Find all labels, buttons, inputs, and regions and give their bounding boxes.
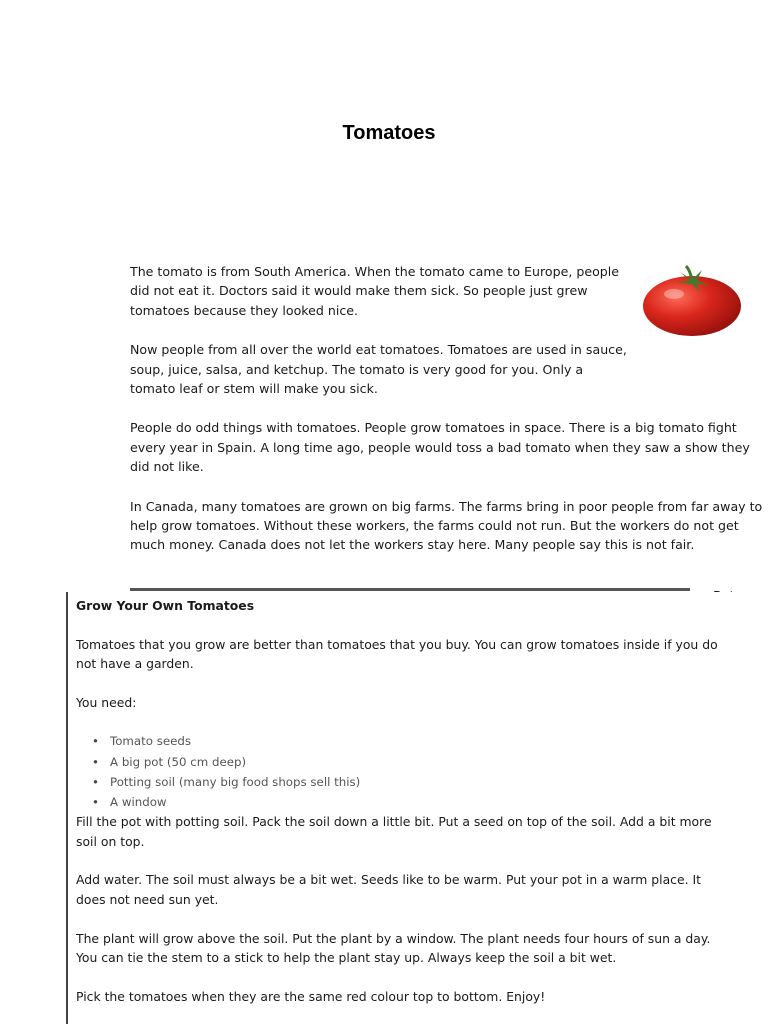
article-paragraph-4: In Canada, many tomatoes are grown on big farms. The farms bring in poor people from far away to help grow tomatoes. Without these workers, the farms could not run. But the workers do not get much money. Canada does not let the workers stay here. Many people say this is not fair. [130,498,763,553]
panel-heading: Grow Your Own Tomatoes [76,598,255,613]
article-paragraph-2: Now people from all over the world eat tomatoes. Tomatoes are used in sauce, soup, juice, salsa, and ketchup. The tomato is very good for you. Only a tomato leaf or stem will make you sick. [130,342,627,397]
step-paragraph-2: Add water. The soil must always be a bit wet. Seeds like to be warm. Put your pot in a warm place. It does not need sun yet. [76,872,701,907]
cutoff-text-line [130,584,690,592]
needs-item: • A big pot (50 cm deep) [110,752,726,772]
step-paragraph-1: Fill the pot with potting soil. Pack the soil down a little bit. Put a seed on top of the soil. Add a bit more soil on top. [76,814,712,849]
tomato-image [640,262,744,338]
grow-your-own-panel [66,592,768,1024]
needs-item: • A window [110,792,726,812]
needs-item: • Tomato seeds [110,731,726,751]
article-paragraph-3: People do odd things with tomatoes. People grow tomatoes in space. There is a big tomato fight every year in Spain. A long time ago, people would toss a bad tomato when they saw a show they did not like. [130,420,750,475]
step-paragraph-4: Pick the tomatoes when they are the same red colour top to bottom. Enjoy! [76,988,546,1004]
panel-intro: Tomatoes that you grow are better than tomatoes that you buy. You can grow tomatoes inside if you do not have a garden. [76,636,718,672]
step-paragraph-3: The plant will grow above the soil. Put the plant by a window. The plant needs four hours of sun a day. You can tie the stem to a stick to help the plant stay up. Always keep the soil a bit wet. [76,930,711,966]
needs-item: • Potting soil (many big food shops sell this) [110,772,726,792]
needs-list [76,731,726,812]
needs-label: You need: [76,694,137,710]
article-paragraph-1: The tomato is from South America. When the tomato came to Europe, people did not eat it. Doctors said it would make them sick. So people just grew tomatoes because they looked nice. [130,264,620,318]
page-title: Tomatoes [342,122,436,144]
